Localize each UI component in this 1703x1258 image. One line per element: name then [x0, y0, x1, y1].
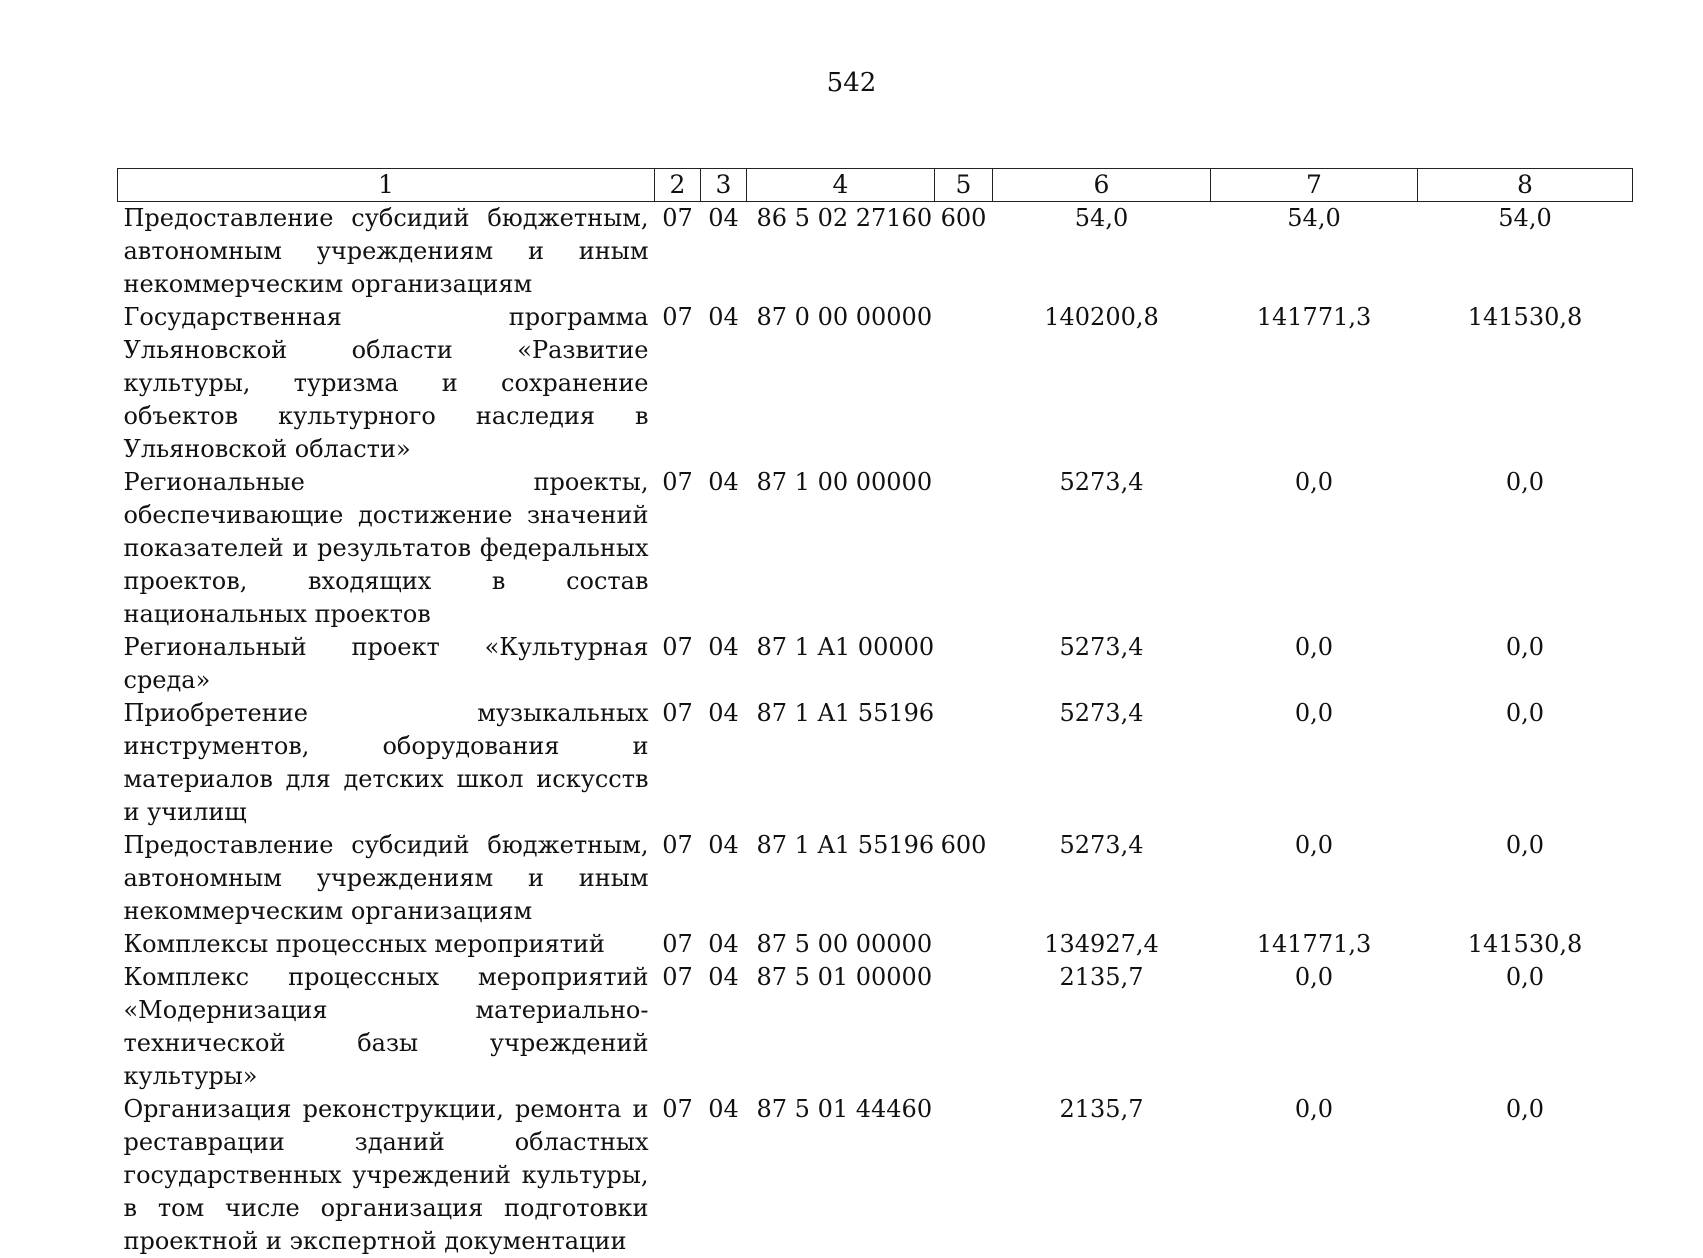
column-header-2: 2: [655, 169, 701, 202]
row-value-col6: 5273,4: [993, 829, 1211, 928]
row-value-col7: 0,0: [1211, 1093, 1418, 1258]
row-subsection-code: 04: [701, 928, 747, 961]
row-target-article: 87 1 A1 55196: [747, 697, 935, 829]
row-value-col7: 141771,3: [1211, 928, 1418, 961]
row-name: Государственная программа Ульяновской области «Развитие культуры, туризма и сохранение объектов культурного наследия в Ульяновской области»: [118, 301, 655, 466]
row-name: Предоставление субсидий бюджетным, автономным учреждениям и иным некоммерческим организациям: [118, 202, 655, 302]
row-subsection-code: 04: [701, 202, 747, 302]
column-header-7: 7: [1211, 169, 1418, 202]
row-value-col8: 0,0: [1418, 1093, 1633, 1258]
row-target-article: 87 5 00 00000: [747, 928, 935, 961]
page-number: 542: [0, 68, 1703, 98]
table-row: [118, 829, 1633, 928]
row-value-col8: 54,0: [1418, 202, 1633, 302]
table-row: [118, 631, 1633, 697]
row-section-code: 07: [655, 631, 701, 697]
row-section-code: 07: [655, 1093, 701, 1258]
row-value-col8: 141530,8: [1418, 301, 1633, 466]
column-header-5: 5: [935, 169, 993, 202]
row-target-article: 87 0 00 00000: [747, 301, 935, 466]
row-subsection-code: 04: [701, 697, 747, 829]
budget-table: [117, 168, 1633, 1258]
row-value-col8: 141530,8: [1418, 928, 1633, 961]
row-value-col6: 2135,7: [993, 1093, 1211, 1258]
row-expense-type: 600: [935, 202, 993, 302]
row-subsection-code: 04: [701, 1093, 747, 1258]
table-row: [118, 961, 1633, 1093]
row-target-article: 87 1 A1 00000: [747, 631, 935, 697]
column-header-6: 6: [993, 169, 1211, 202]
row-expense-type: [935, 631, 993, 697]
row-name: Региональные проекты, обеспечивающие достижение значений показателей и результатов федеральных проектов, входящих в состав национальных проектов: [118, 466, 655, 631]
row-name: Комплекс процессных мероприятий «Модернизация материально-технической базы учреждений культуры»: [118, 961, 655, 1093]
row-subsection-code: 04: [701, 631, 747, 697]
document-sheet: [117, 168, 1632, 1258]
row-value-col6: 5273,4: [993, 697, 1211, 829]
row-section-code: 07: [655, 829, 701, 928]
row-value-col8: 0,0: [1418, 466, 1633, 631]
row-expense-type: [935, 697, 993, 829]
row-subsection-code: 04: [701, 301, 747, 466]
row-value-col7: 0,0: [1211, 697, 1418, 829]
row-value-col7: 0,0: [1211, 961, 1418, 1093]
row-subsection-code: 04: [701, 961, 747, 1093]
row-target-article: 87 5 01 00000: [747, 961, 935, 1093]
row-expense-type: [935, 1093, 993, 1258]
row-value-col8: 0,0: [1418, 631, 1633, 697]
row-subsection-code: 04: [701, 466, 747, 631]
table-row: [118, 466, 1633, 631]
row-expense-type: [935, 466, 993, 631]
row-value-col6: 134927,4: [993, 928, 1211, 961]
row-target-article: 87 1 00 00000: [747, 466, 935, 631]
row-value-col8: 0,0: [1418, 697, 1633, 829]
row-value-col8: 0,0: [1418, 961, 1633, 1093]
row-name: Региональный проект «Культурная среда»: [118, 631, 655, 697]
column-header-1: 1: [118, 169, 655, 202]
table-row: [118, 301, 1633, 466]
row-value-col6: 54,0: [993, 202, 1211, 302]
row-target-article: 86 5 02 27160: [747, 202, 935, 302]
table-row: [118, 928, 1633, 961]
row-section-code: 07: [655, 466, 701, 631]
header-row: [118, 169, 1633, 202]
row-value-col7: 0,0: [1211, 631, 1418, 697]
table-row: [118, 1093, 1633, 1258]
table-row: [118, 202, 1633, 302]
row-expense-type: 600: [935, 829, 993, 928]
row-subsection-code: 04: [701, 829, 747, 928]
row-section-code: 07: [655, 961, 701, 1093]
row-value-col6: 2135,7: [993, 961, 1211, 1093]
row-expense-type: [935, 928, 993, 961]
row-value-col8: 0,0: [1418, 829, 1633, 928]
row-name: Организация реконструкции, ремонта и реставрации зданий областных государственных учреждений культуры, в том числе организация подготовки проектной и экспертной документации: [118, 1093, 655, 1258]
row-name: Комплексы процессных мероприятий: [118, 928, 655, 961]
row-value-col6: 140200,8: [993, 301, 1211, 466]
table-row: [118, 697, 1633, 829]
row-name: Приобретение музыкальных инструментов, оборудования и материалов для детских школ искусств и училищ: [118, 697, 655, 829]
row-value-col7: 54,0: [1211, 202, 1418, 302]
column-header-4: 4: [747, 169, 935, 202]
row-value-col7: 0,0: [1211, 466, 1418, 631]
row-value-col6: 5273,4: [993, 631, 1211, 697]
row-section-code: 07: [655, 697, 701, 829]
row-expense-type: [935, 961, 993, 1093]
row-section-code: 07: [655, 301, 701, 466]
row-value-col7: 141771,3: [1211, 301, 1418, 466]
row-name: Предоставление субсидий бюджетным, автономным учреждениям и иным некоммерческим организациям: [118, 829, 655, 928]
row-value-col6: 5273,4: [993, 466, 1211, 631]
row-expense-type: [935, 301, 993, 466]
column-header-8: 8: [1418, 169, 1633, 202]
row-section-code: 07: [655, 202, 701, 302]
row-target-article: 87 1 A1 55196: [747, 829, 935, 928]
row-section-code: 07: [655, 928, 701, 961]
column-header-3: 3: [701, 169, 747, 202]
row-target-article: 87 5 01 44460: [747, 1093, 935, 1258]
table-body: [118, 202, 1633, 1258]
row-value-col7: 0,0: [1211, 829, 1418, 928]
